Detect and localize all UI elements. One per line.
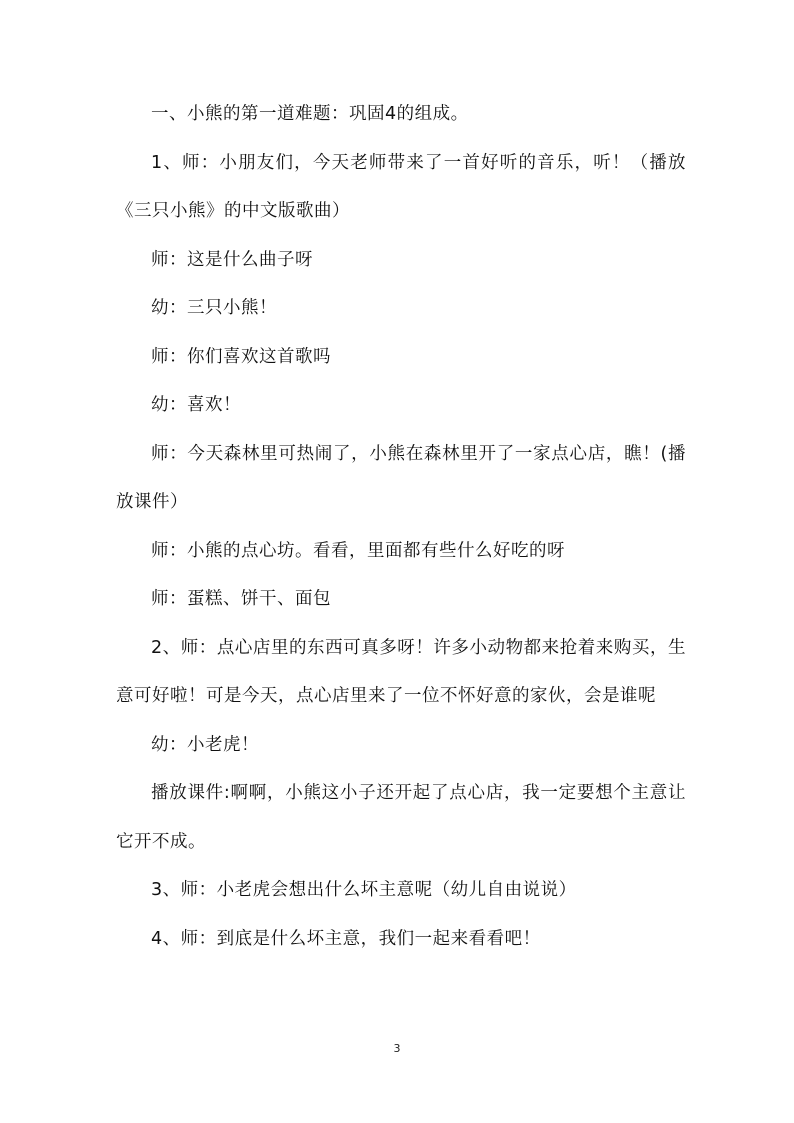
paragraph: 师：这是什么曲子呀 <box>151 249 313 270</box>
page-number: 3 <box>393 1042 401 1055</box>
paragraph: 幼：三只小熊！ <box>151 298 277 318</box>
paragraph: 3、师：小老虎会想出什么坏主意呢（幼儿自由说说） <box>151 880 577 900</box>
paragraph: 1、师：小朋友们，今天老师带来了一首好听的音乐，听！（播放《三只小熊》的中文版歌曲） <box>116 152 686 221</box>
paragraph: 4、师：到底是什么坏主意，我们一起来看看吧！ <box>151 928 541 949</box>
paragraph: 师：蛋糕、饼干、面包 <box>151 589 331 609</box>
paragraph: 播放课件:啊啊，小熊这小子还开起了点心店，我一定要想个主意让它开不成。 <box>116 783 686 852</box>
paragraph: 幼：喜欢！ <box>151 395 241 415</box>
paragraph: 师：你们喜欢这首歌吗 <box>151 346 331 367</box>
paragraph: 一、小熊的第一道难题：巩固4的组成。 <box>151 104 469 124</box>
paragraph: 幼：小老虎！ <box>151 734 259 755</box>
paragraph: 师：今天森林里可热闹了，小熊在森林里开了一家点心店，瞧！(播放课件） <box>116 443 686 512</box>
paragraph: 师：小熊的点心坊。看看，里面都有些什么好吃的呀 <box>151 540 565 561</box>
document-body <box>116 90 686 963</box>
paragraph: 2、师：点心店里的东西可真多呀！许多小动物都来抢着来购买，生意可好啦！可是今天，点心店里来了一位不怀好意的家伙，会是谁呢 <box>116 637 686 706</box>
